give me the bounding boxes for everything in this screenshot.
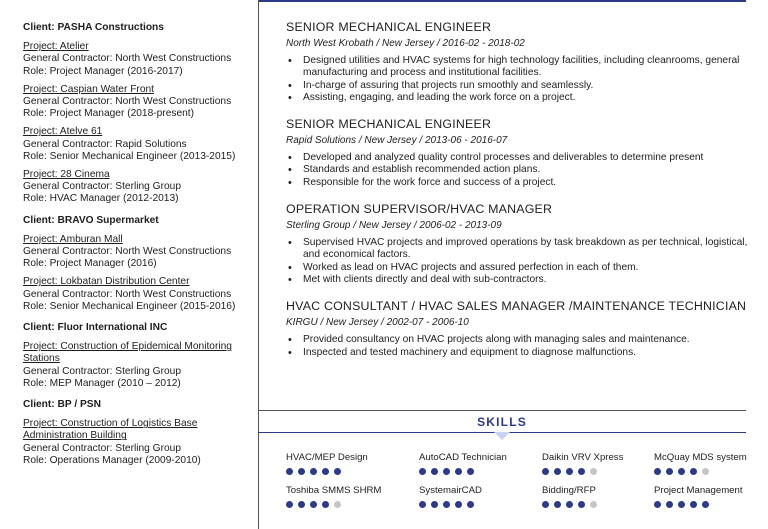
job-entry bbox=[286, 202, 756, 286]
rating-dot-filled bbox=[286, 501, 293, 508]
project-role: Role: MEP Manager (2010 – 2012) bbox=[23, 377, 181, 389]
rating-dot-filled bbox=[542, 501, 549, 508]
rating-dot-filled bbox=[678, 501, 685, 508]
job-bullet: • Responsible for the work force and success of a project. bbox=[286, 177, 756, 189]
project-entry bbox=[23, 126, 251, 163]
job-title: SENIOR MECHANICAL ENGINEER bbox=[286, 117, 492, 132]
job-entry bbox=[286, 20, 756, 104]
skill-name: Daikin VRV Xpress bbox=[542, 452, 624, 463]
rating-dot-filled bbox=[443, 468, 450, 475]
project-entry bbox=[23, 41, 251, 78]
rating-dot-empty bbox=[590, 501, 597, 508]
rating-dot-filled bbox=[334, 468, 341, 475]
rating-dot-filled bbox=[702, 501, 709, 508]
skill-item bbox=[654, 485, 768, 509]
job-bullets bbox=[286, 334, 756, 359]
skill-item bbox=[542, 452, 662, 476]
job-bullet: • Worked as lead on HVAC projects and assured perfection in each of them. bbox=[286, 262, 756, 274]
project-entry bbox=[23, 169, 251, 206]
rating-dot-filled bbox=[322, 468, 329, 475]
job-employer-dates: KIRGU / New Jersey / 2002-07 - 2006-10 bbox=[286, 317, 469, 329]
rating-dot-filled bbox=[678, 468, 685, 475]
project-link[interactable]: Project: Construction of Epidemical Monitoring Stations bbox=[23, 341, 232, 365]
skill-name: HVAC/MEP Design bbox=[286, 452, 368, 463]
job-bullets bbox=[286, 237, 756, 286]
project-link[interactable]: Project: Lokbatan Distribution Center bbox=[23, 276, 190, 288]
skill-name: Toshiba SMMS SHRM bbox=[286, 485, 382, 496]
rating-dot-filled bbox=[467, 468, 474, 475]
skill-rating bbox=[654, 501, 768, 509]
client-name: Client: BP / PSN bbox=[23, 399, 101, 411]
client-projects-column bbox=[23, 22, 251, 476]
project-link[interactable]: Project: Amburan Mall bbox=[23, 233, 123, 245]
skill-name: SystemairCAD bbox=[419, 485, 482, 496]
job-employer-dates: Rapid Solutions / New Jersey / 2013-06 - 2016-07 bbox=[286, 135, 508, 147]
job-title: HVAC CONSULTANT / HVAC SALES MANAGER /MAINTENANCE TECHNICIAN bbox=[286, 299, 747, 314]
rating-dot-filled bbox=[298, 468, 305, 475]
skill-rating bbox=[654, 468, 768, 476]
client-name: Client: Fluor International INC bbox=[23, 322, 168, 334]
project-contractor: General Contractor: North West Constructions bbox=[23, 288, 232, 300]
job-bullet: • In-charge of assuring that projects run smoothly and seamlessly. bbox=[286, 80, 756, 92]
project-role: Role: Project Manager (2016-2017) bbox=[23, 65, 183, 77]
rating-dot-filled bbox=[542, 468, 549, 475]
rating-dot-filled bbox=[666, 501, 673, 508]
rating-dot-empty bbox=[334, 501, 341, 508]
project-link[interactable]: Project: Construction of Logistics Base Administration Building bbox=[23, 418, 198, 442]
job-bullet: • Developed and analyzed quality control processes and deliverables to determine present bbox=[286, 152, 756, 164]
client-name: Client: BRAVO Supermarket bbox=[23, 214, 159, 226]
project-role: Role: Project Manager (2018-present) bbox=[23, 108, 195, 120]
skill-item bbox=[419, 452, 539, 476]
rating-dot-filled bbox=[566, 501, 573, 508]
job-bullet: • Assisting, engaging, and leading the work force on a project. bbox=[286, 92, 756, 104]
job-employer-dates: North West Krobath / New Jersey / 2016-02 - 2018-02 bbox=[286, 38, 525, 49]
rating-dot-filled bbox=[666, 468, 673, 475]
project-link[interactable]: Project: Atelier bbox=[23, 41, 89, 53]
rating-dot-filled bbox=[322, 501, 329, 508]
rating-dot-filled bbox=[578, 501, 585, 508]
project-link[interactable]: Project: Atelve 61 bbox=[23, 126, 103, 138]
skills-top-rule bbox=[258, 410, 746, 411]
rating-dot-filled bbox=[431, 501, 438, 508]
rating-dot-filled bbox=[286, 468, 293, 475]
job-employer-dates: Sterling Group / New Jersey / 2006-02 - 2013-09 bbox=[286, 220, 502, 232]
rating-dot-filled bbox=[578, 468, 585, 475]
project-entry bbox=[23, 84, 251, 121]
job-bullet: • Inspected and tested machinery and equipment to diagnose malfunctions. bbox=[286, 347, 756, 359]
skills-notch-marker bbox=[494, 432, 510, 440]
rating-dot-filled bbox=[554, 501, 561, 508]
rating-dot-filled bbox=[455, 468, 462, 475]
skill-rating bbox=[286, 468, 406, 476]
job-bullet: • Designed utilities and HVAC systems for high technology facilities, including cleanrooms, general manufacturing and process and institutional facilities. bbox=[286, 55, 756, 80]
rating-dot-filled bbox=[690, 468, 697, 475]
project-contractor: General Contractor: Sterling Group bbox=[23, 365, 181, 377]
rating-dot-filled bbox=[298, 501, 305, 508]
skill-rating bbox=[419, 468, 539, 476]
job-bullet: • Supervised HVAC projects and improved operations by task breakdown as per technical, logistical, and economical factors. bbox=[286, 237, 756, 262]
skills-heading: SKILLS bbox=[477, 415, 527, 429]
rating-dot-empty bbox=[702, 468, 709, 475]
client-block bbox=[23, 322, 251, 390]
rating-dot-filled bbox=[554, 468, 561, 475]
skill-item bbox=[286, 452, 406, 476]
rating-dot-filled bbox=[419, 501, 426, 508]
project-role: Role: Senior Mechanical Engineer (2013-2015) bbox=[23, 150, 236, 162]
job-entry bbox=[286, 299, 756, 359]
client-block bbox=[23, 399, 251, 467]
rating-dot-filled bbox=[443, 501, 450, 508]
rating-dot-filled bbox=[455, 501, 462, 508]
rating-dot-filled bbox=[654, 468, 661, 475]
job-title: SENIOR MECHANICAL ENGINEER bbox=[286, 20, 492, 34]
rating-dot-filled bbox=[690, 501, 697, 508]
project-contractor: General Contractor: Sterling Group bbox=[23, 181, 181, 193]
rating-dot-filled bbox=[654, 501, 661, 508]
project-role: Role: HVAC Manager (2012-2013) bbox=[23, 193, 179, 205]
project-role: Role: Project Manager (2016) bbox=[23, 258, 157, 270]
skill-item bbox=[286, 485, 406, 509]
rating-dot-filled bbox=[419, 468, 426, 475]
skill-rating bbox=[542, 501, 662, 509]
project-entry bbox=[23, 418, 251, 467]
client-block bbox=[23, 22, 251, 206]
column-divider bbox=[258, 0, 259, 529]
skill-item bbox=[654, 452, 768, 476]
project-contractor: General Contractor: North West Constructions bbox=[23, 246, 232, 258]
skill-item bbox=[419, 485, 539, 509]
skill-item bbox=[542, 485, 662, 509]
skill-rating bbox=[286, 501, 406, 509]
job-bullet: • Standards and establish recommended action plans. bbox=[286, 164, 756, 176]
skill-name: AutoCAD Technician bbox=[419, 452, 507, 463]
rating-dot-filled bbox=[310, 501, 317, 508]
rating-dot-filled bbox=[566, 468, 573, 475]
project-role: Role: Operations Manager (2009-2010) bbox=[23, 454, 201, 466]
rating-dot-filled bbox=[467, 501, 474, 508]
experience-column bbox=[286, 20, 756, 372]
project-entry bbox=[23, 341, 251, 390]
skill-rating bbox=[419, 501, 539, 509]
skill-name: Bidding/RFP bbox=[542, 485, 596, 496]
project-role: Role: Senior Mechanical Engineer (2015-2016) bbox=[23, 300, 236, 312]
rating-dot-empty bbox=[590, 468, 597, 475]
project-contractor: General Contractor: Sterling Group bbox=[23, 442, 181, 454]
skill-name: McQuay MDS system bbox=[654, 452, 747, 463]
rating-dot-filled bbox=[431, 468, 438, 475]
project-entry bbox=[23, 276, 251, 313]
job-title: OPERATION SUPERVISOR/HVAC MANAGER bbox=[286, 202, 553, 217]
client-block bbox=[23, 215, 251, 313]
job-entry bbox=[286, 117, 756, 189]
top-accent-rule bbox=[258, 0, 746, 2]
job-bullets bbox=[286, 152, 756, 189]
job-bullet: • Met with clients directly and deal with sub-contractors. bbox=[286, 274, 756, 286]
project-entry bbox=[23, 234, 251, 271]
rating-dot-filled bbox=[310, 468, 317, 475]
skill-name: Project Management bbox=[654, 485, 743, 496]
project-contractor: General Contractor: North West Constructions bbox=[23, 96, 232, 108]
skill-rating bbox=[542, 468, 662, 476]
job-bullet: • Provided consultancy on HVAC projects along with managing sales and maintenance. bbox=[286, 334, 756, 346]
project-contractor: General Contractor: North West Constructions bbox=[23, 53, 232, 65]
project-contractor: General Contractor: Rapid Solutions bbox=[23, 138, 187, 150]
project-link[interactable]: Project: Caspian Water Front bbox=[23, 83, 154, 95]
project-link[interactable]: Project: 28 Cinema bbox=[23, 169, 110, 181]
client-name: Client: PASHA Constructions bbox=[23, 22, 164, 33]
job-bullets bbox=[286, 55, 756, 104]
